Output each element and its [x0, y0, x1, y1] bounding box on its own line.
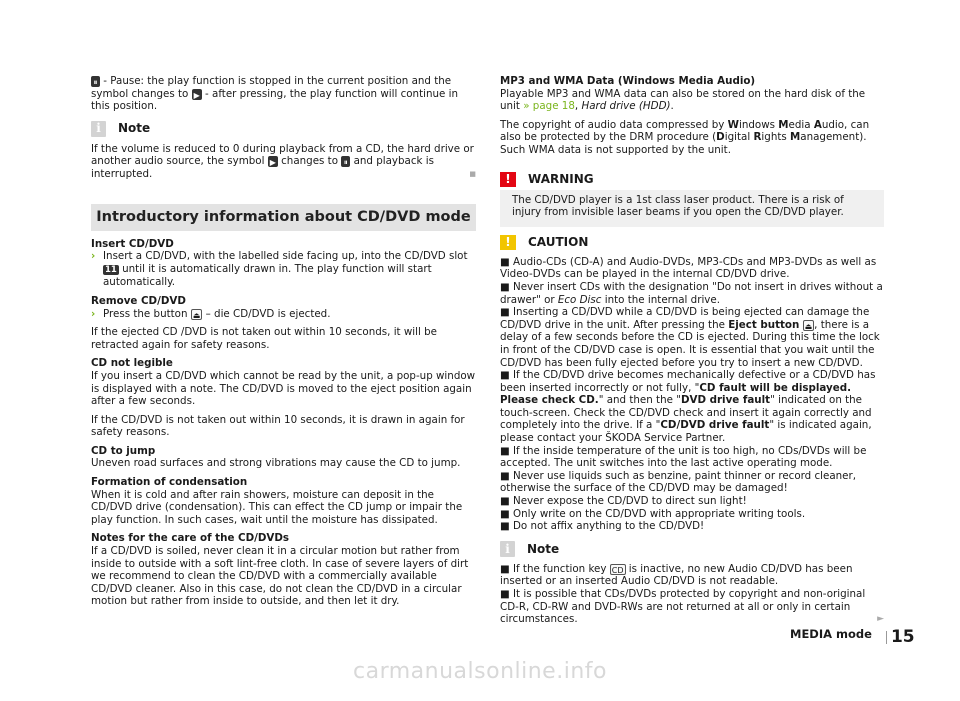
footer-section-label: MEDIA mode [790, 627, 872, 641]
caution-bullet-3 [500, 306, 884, 369]
note-text-c: and playback is interrupted. [91, 155, 434, 180]
warning-heading [500, 167, 884, 190]
copyright-D: D [716, 131, 725, 144]
pause-key-icon: ⏸ [341, 156, 350, 167]
copyright-M: M [778, 118, 789, 131]
not-taken-text: If the CD/DVD is not taken out within 10 seconds, it is drawn in again for safety reasons. [91, 413, 465, 439]
caution-b4-a: ■ If the CD/DVD drive becomes mechanically defective or a CD/DVD has been inserted incorrectly or not fully, " [500, 369, 876, 394]
watermark: carmanualsonline.info [353, 659, 607, 684]
remove-text-b: – die CD/DVD is ejected. [202, 307, 331, 320]
copyright-t2: indows [738, 118, 779, 131]
caution-bullet-8: ■ Only write on the CD/DVD with appropriate writing tools. [500, 507, 806, 520]
caution-bullet-7: ■ Never expose the CD/DVD to direct sun light! [500, 495, 747, 508]
caution-b4-b: " and then the " [598, 394, 681, 407]
note2-b1-b: is inactive, no new Audio CD/DVD has been inserted or an inserted Audio CD/DVD is not readable. [500, 562, 853, 588]
note2-b1-a: ■ If the function key [500, 562, 610, 575]
not-legible-text: If you insert a CD/DVD which cannot be read by the unit, a pop-up window is displayed with a note. The CD/DVD is moved to the eject position again after a few seconds. [91, 369, 476, 408]
condensation-heading: Formation of condensation [91, 476, 248, 489]
copyright-t5: igital [724, 131, 754, 144]
insert-heading: Insert CD/DVD [91, 237, 174, 250]
care-heading: Notes for the care of the CD/DVDs [91, 532, 290, 545]
warning-box [500, 167, 884, 227]
caution-b4-bold2: DVD drive fault [680, 394, 771, 407]
caution-bullet-9: ■ Do not affix anything to the CD/DVD! [500, 520, 705, 533]
remove-step [91, 308, 476, 321]
jump-text: Uneven road surfaces and strong vibrations may cause the CD to jump. [91, 457, 461, 470]
copyright-t4: udio, can also be protected by the DRM procedure ( [500, 118, 870, 144]
note2-heading [500, 541, 884, 557]
left-column [91, 75, 476, 614]
pause-text-b: - after pressing, the play function will continue in this position. [91, 87, 459, 113]
not-legible-heading: CD not legible [91, 357, 173, 370]
note2-b2: ■ It is possible that CDs/DVDs protected by copyright and non-original CD-R, CD-RW and DVD-RWs are not returned at all or only in certain circumstances. [500, 588, 866, 626]
step-arrow-icon: › [91, 250, 96, 263]
mp3-heading: MP3 and WMA Data (Windows Media Audio) [500, 75, 756, 87]
end-mark-icon: ■ [469, 169, 476, 178]
eject-key-icon: ⏏ [192, 310, 201, 320]
copyright-W: W [727, 118, 739, 131]
info-icon: i [500, 541, 515, 557]
caution-b2-a: ■ Never insert CDs with the designation "Do not insert in drives without a drawer" or [500, 280, 883, 306]
slot-badge: 11 [105, 264, 117, 275]
insert-text-a: Insert a CD/DVD, with the labelled side facing up, into the CD/DVD slot [103, 250, 468, 263]
caution-icon: ! [500, 235, 516, 250]
note-text-a: If the volume is reduced to 0 during playback from a CD, the hard drive or another audio source, the symbol [91, 142, 474, 168]
page-number: 15 [886, 631, 915, 644]
caution-bullet-4 [500, 369, 884, 445]
page-footer [790, 627, 915, 647]
copyright-t7: anagement). Such WMA data is not supported by the unit. [500, 131, 867, 156]
mp3-text-c: . [670, 100, 674, 113]
insert-step [91, 250, 476, 289]
insert-step-text [103, 250, 476, 289]
copyright-t6: ights [761, 131, 791, 144]
remove-heading: Remove CD/DVD [91, 294, 186, 307]
note2-bullet-1 [500, 563, 884, 588]
section-title: Introductory information about CD/DVD mode [91, 204, 476, 231]
mp3-text [500, 88, 884, 113]
note2-bullet-2 [500, 588, 884, 626]
copyright-M2: M [790, 131, 801, 144]
mp3-link-title: Hard drive (HDD) [581, 100, 671, 113]
note-heading-label: Note [118, 121, 151, 136]
page-link[interactable]: » page 18 [523, 100, 575, 113]
caution-b2-b: into the internal drive. [601, 293, 721, 306]
copyright-t3: edia [788, 118, 814, 131]
copyright-R: R [753, 131, 762, 144]
condensation-text: When it is cold and after rain showers, moisture can deposit in the CD/DVD drive (condensation). This can effect the CD jump or impair the play function. In such cases, wait until the moisture has dissipated. [91, 488, 463, 526]
copyright-t1: The copyright of audio data compressed by [500, 118, 728, 131]
pause-key-icon: ⏸ [91, 76, 100, 87]
caution-b4-d: " is indicated again, please contact your ŠKODA Service Partner. [500, 419, 872, 445]
remove-step-text [103, 308, 331, 321]
caution-b2-em: Eco Disc [557, 293, 602, 306]
step-arrow-icon: › [91, 307, 96, 320]
play-key-icon: ▶ [193, 90, 200, 100]
caution-bullet-1: ■ Audio-CDs (CD-A) and Audio-DVDs, MP3-CDs and MP3-DVDs as well as Video-DVDs can be played in the internal CD/DVD drive. [500, 255, 877, 281]
caution-heading [500, 235, 884, 250]
copyright-A: A [813, 118, 822, 131]
note-volume-text [91, 143, 476, 181]
right-column [500, 75, 884, 626]
caution-heading-label: CAUTION [528, 234, 589, 249]
caution-b3-a: ■ Inserting a CD/DVD while a CD/DVD is being ejected can damage the CD/DVD drive in the unit. After pressing the [500, 306, 870, 331]
info-icon: i [91, 121, 106, 137]
pause-paragraph [91, 75, 476, 113]
mp3-text-b: , [574, 100, 582, 113]
note-text-b: changes to [277, 155, 342, 168]
note2-heading-label: Note [527, 541, 560, 556]
caution-b4-bold3: CD/DVD drive fault [660, 419, 770, 432]
remove-text-a: Press the button [103, 307, 191, 320]
copyright-text [500, 119, 884, 157]
caution-b4-c: " indicated on the touch-screen. Check the CD/DVD check and insert it again correctly and completely into the drive. If a " [500, 394, 872, 432]
care-text: If a CD/DVD is soiled, never clean it in a circular motion but rather from inside to outside with a soft lint-free cloth. In case of severe layers of dirt we recommend to clean the CD/DVD with a commercially available CD/DVD cleaner. Also in this case, do not clean the CD/DVD in a circular motion but rather from inside to outside, and then let it dry. [91, 545, 469, 608]
pause-text-a: - Pause: the play function is stopped in the current position and the symbol changes to [91, 75, 452, 100]
continue-arrow-icon: ► [877, 614, 884, 625]
caution-b3-bold: Eject button [728, 318, 800, 331]
caution-bullet-2 [500, 281, 884, 306]
caution-bullet-5: ■ If the inside temperature of the unit is too high, no CDs/DVDs will be accepted. The unit switches into the last active operating mode. [500, 444, 867, 470]
play-key-icon: ▶ [269, 158, 276, 168]
mp3-text-a: Playable MP3 and WMA data can also be stored on the hard disk of the unit [500, 87, 866, 113]
caution-b4-bold1: CD fault will be displayed. Please check CD. [500, 381, 852, 407]
warning-text: The CD/DVD player is a 1st class laser product. There is a risk of injury from invisible laser beams if you open the CD/DVD player. [512, 193, 844, 219]
caution-b3-b: , there is a delay of a few seconds before the CD is ejected. During this time the lock in front of the CD/DVD case is open. It is essential that you wait until the CD/DVD has been fully ejected before you try to insert a new CD/DVD. [500, 318, 880, 369]
warning-icon: ! [500, 172, 516, 187]
cd-key-icon: CD [611, 565, 624, 575]
note-heading [91, 121, 476, 137]
warning-heading-label: WARNING [528, 171, 594, 186]
insert-text-b: until it is automatically drawn in. The play function will start automatically. [103, 262, 432, 289]
eject-key-icon: ⏏ [804, 321, 813, 331]
retract-text: If the ejected CD /DVD is not taken out within 10 seconds, it will be retracted again for safety reasons. [91, 326, 438, 351]
jump-heading: CD to jump [91, 444, 156, 457]
caution-bullet-6: ■ Never use liquids such as benzine, paint thinner or record cleaner, otherwise the surface of the CD/DVD may be damaged! [500, 469, 857, 495]
